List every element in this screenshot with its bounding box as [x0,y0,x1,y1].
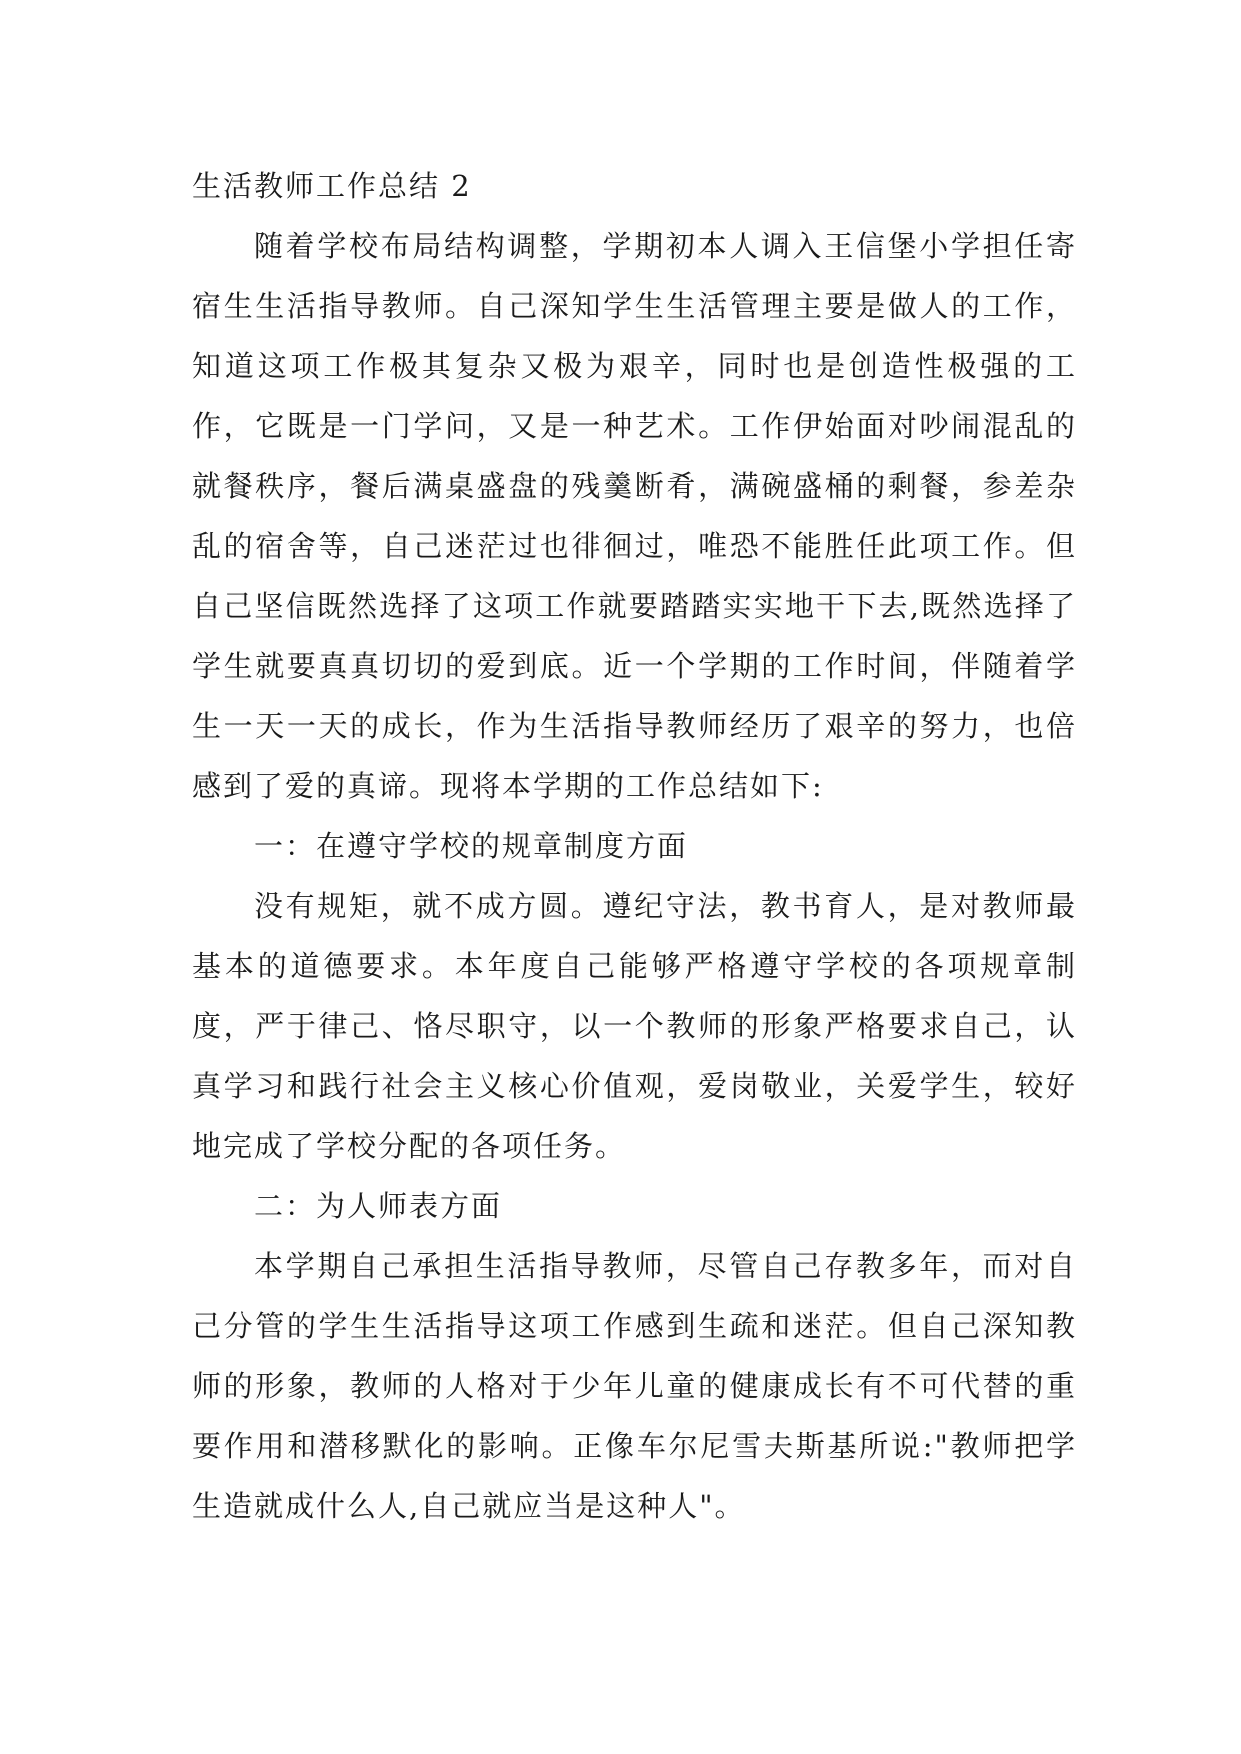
intro-paragraph: 随着学校布局结构调整，学期初本人调入王信堡小学担任寄宿生生活指导教师。自己深知学生生活管理主要是做人的工作，知道这项工作极其复杂又极为艰辛，同时也是创造性极强的工作，它既是一门学问，又是一种艺术。工作伊始面对吵闹混乱的就餐秩序，餐后满桌盛盘的残羹断肴，满碗盛桶的剩餐，参差杂乱的宿舍等，自己迷茫过也徘徊过，唯恐不能胜任此项工作。但自己坚信既然选择了这项工作就要踏踏实实地干下去,既然选择了学生就要真真切切的爱到底。近一个学期的工作时间，伴随着学生一天一天的成长，作为生活指导教师经历了艰辛的努力，也倍感到了爱的真谛。现将本学期的工作总结如下: [192,229,1077,803]
section-heading-role-model: 二：为人师表方面 [254,1189,503,1223]
section-heading-rules: 一：在遵守学校的规章制度方面 [254,829,689,863]
role-model-paragraph: 本学期自己承担生活指导教师，尽管自己存教多年，而对自己分管的学生生活指导这项工作感到生疏和迷茫。但自己深知教师的形象，教师的人格对于少年儿童的健康成长有不可代替的重要作用和潜移默化的影响。正像车尔尼雪夫斯基所说:"教师把学生造就成什么人,自己就应当是这种人"。 [192,1249,1077,1523]
document-page [192,156,1077,1536]
rules-paragraph: 没有规矩，就不成方圆。遵纪守法，教书育人，是对教师最基本的道德要求。本年度自己能够严格遵守学校的各项规章制度，严于律己、恪尽职守，以一个教师的形象严格要求自己，认真学习和践行社会主义核心价值观，爱岗敬业，关爱学生，较好地完成了学校分配的各项任务。 [192,889,1077,1163]
document-title: 生活教师工作总结 2 [192,169,472,203]
